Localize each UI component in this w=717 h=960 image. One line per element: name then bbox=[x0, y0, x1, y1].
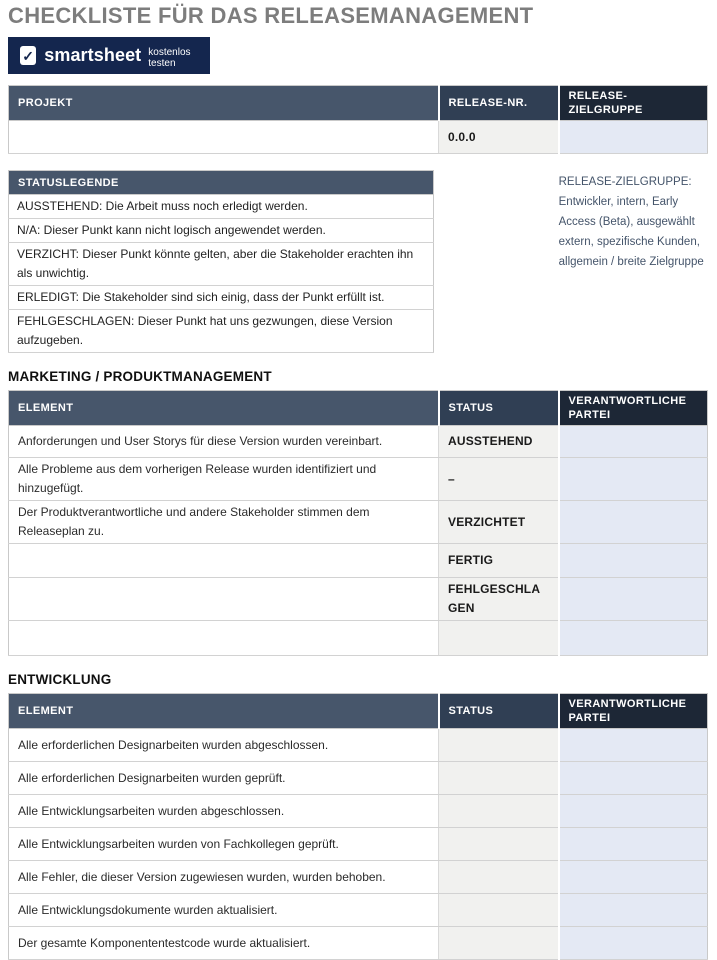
status-cell[interactable] bbox=[439, 762, 559, 795]
element-cell: Alle Entwicklungsarbeiten wurden von Fachkollegen geprüft. bbox=[9, 828, 439, 861]
table-row bbox=[9, 458, 708, 501]
legend-item: VERZICHT: Dieser Punkt könnte gelten, aber die Stakeholder erachten ihn als unwichtig. bbox=[9, 243, 434, 286]
legend-item: N/A: Dieser Punkt kann nicht logisch angewendet werden. bbox=[9, 219, 434, 243]
project-table bbox=[8, 85, 708, 154]
element-header: ELEMENT bbox=[9, 694, 439, 729]
element-cell[interactable] bbox=[9, 621, 439, 656]
status-cell[interactable]: VERZICHTET bbox=[439, 501, 559, 544]
table-row bbox=[9, 426, 708, 458]
table-row bbox=[9, 894, 708, 927]
legend-header-row bbox=[9, 171, 434, 195]
element-cell: Alle Entwicklungsdokumente wurden aktualisiert. bbox=[9, 894, 439, 927]
status-cell[interactable] bbox=[439, 729, 559, 762]
page-title: CHECKLISTE FÜR DAS RELEASEMANAGEMENT bbox=[8, 3, 534, 28]
legend-and-note-row bbox=[8, 170, 717, 353]
projekt-value-cell[interactable] bbox=[9, 121, 439, 154]
element-cell[interactable] bbox=[9, 578, 439, 621]
table-row bbox=[9, 501, 708, 544]
table-header-row bbox=[9, 694, 708, 729]
section-heading-entwicklung: ENTWICKLUNG bbox=[8, 672, 112, 687]
legend-row-ausstehend bbox=[9, 195, 434, 219]
table-row bbox=[9, 828, 708, 861]
party-cell[interactable] bbox=[559, 426, 708, 458]
table-row bbox=[9, 795, 708, 828]
element-cell: Alle Fehler, die dieser Version zugewiesen wurden, wurden behoben. bbox=[9, 861, 439, 894]
table-row bbox=[9, 861, 708, 894]
marketing-table bbox=[8, 390, 708, 656]
party-cell[interactable] bbox=[559, 927, 708, 960]
release-zielgruppe-value-cell[interactable] bbox=[559, 121, 708, 154]
element-cell: Alle Entwicklungsarbeiten wurden abgeschlossen. bbox=[9, 795, 439, 828]
statuslegende-header: STATUSLEGENDE bbox=[9, 171, 434, 195]
party-cell[interactable] bbox=[559, 621, 708, 656]
legend-row-verzicht bbox=[9, 243, 434, 286]
party-cell[interactable] bbox=[559, 828, 708, 861]
legend-row-erledigt bbox=[9, 286, 434, 310]
party-cell[interactable] bbox=[559, 578, 708, 621]
status-cell[interactable] bbox=[439, 795, 559, 828]
element-cell: Alle erforderlichen Designarbeiten wurden abgeschlossen. bbox=[9, 729, 439, 762]
legend-row-fehlgeschlagen bbox=[9, 310, 434, 353]
release-zielgruppe-header: RELEASE-ZIELGRUPPE bbox=[559, 86, 708, 121]
release-zielgruppe-note bbox=[559, 170, 717, 353]
note-text: Entwickler, intern, Early Access (Beta), ausgewählt extern, spezifische Kunden, allgemein / breite Zielgruppe bbox=[558, 196, 704, 268]
table-row bbox=[9, 729, 708, 762]
party-cell[interactable] bbox=[559, 544, 708, 578]
status-cell[interactable] bbox=[439, 894, 559, 927]
table-row bbox=[9, 544, 708, 578]
table-row bbox=[9, 927, 708, 960]
table-row bbox=[9, 621, 708, 656]
element-cell: Alle Probleme aus dem vorherigen Release wurden identifiziert und hinzugefügt. bbox=[9, 458, 439, 501]
legend-row-na bbox=[9, 219, 434, 243]
project-value-row bbox=[9, 121, 708, 154]
party-cell[interactable] bbox=[559, 795, 708, 828]
status-cell[interactable]: AUSSTEHEND bbox=[439, 426, 559, 458]
table-header-row bbox=[9, 391, 708, 426]
element-cell: Anforderungen und User Storys für diese Version wurden vereinbart. bbox=[9, 426, 439, 458]
party-cell[interactable] bbox=[559, 861, 708, 894]
legend-item: FEHLGESCHLAGEN: Dieser Punkt hat uns gezwungen, diese Version aufzugeben. bbox=[9, 310, 434, 353]
table-row bbox=[9, 762, 708, 795]
element-cell: Der Produktverantwortliche und andere Stakeholder stimmen dem Releaseplan zu. bbox=[9, 501, 439, 544]
party-cell[interactable] bbox=[559, 894, 708, 927]
smartsheet-checkmark-icon: ✓ bbox=[20, 46, 36, 65]
status-cell[interactable] bbox=[439, 927, 559, 960]
party-cell[interactable] bbox=[559, 762, 708, 795]
party-cell[interactable] bbox=[559, 729, 708, 762]
smartsheet-wordmark: smartsheet bbox=[44, 45, 142, 65]
status-cell[interactable] bbox=[439, 828, 559, 861]
element-header: ELEMENT bbox=[9, 391, 439, 426]
element-cell: Alle erforderlichen Designarbeiten wurden geprüft. bbox=[9, 762, 439, 795]
status-cell[interactable] bbox=[439, 621, 559, 656]
status-header: STATUS bbox=[439, 391, 559, 426]
party-cell[interactable] bbox=[559, 501, 708, 544]
party-cell[interactable] bbox=[559, 458, 708, 501]
party-header: VERANTWORTLICHE PARTEI bbox=[559, 694, 708, 729]
status-cell[interactable]: – bbox=[439, 458, 559, 501]
status-cell[interactable]: FERTIG bbox=[439, 544, 559, 578]
element-cell: Der gesamte Komponententestcode wurde aktualisiert. bbox=[9, 927, 439, 960]
release-nr-header: RELEASE-NR. bbox=[439, 86, 559, 121]
projekt-header: PROJEKT bbox=[9, 86, 439, 121]
status-cell[interactable] bbox=[439, 861, 559, 894]
party-header: VERANTWORTLICHE PARTEI bbox=[559, 391, 708, 426]
legend-item: ERLEDIGT: Die Stakeholder sind sich einig, dass der Punkt erfüllt ist. bbox=[9, 286, 434, 310]
banner-tagline: kostenlos testen bbox=[148, 46, 191, 69]
smartsheet-banner[interactable] bbox=[8, 37, 210, 74]
status-legend-table bbox=[8, 170, 434, 353]
status-header: STATUS bbox=[439, 694, 559, 729]
entwicklung-table bbox=[8, 693, 708, 960]
legend-item: AUSSTEHEND: Die Arbeit muss noch erledigt werden. bbox=[9, 195, 434, 219]
project-header-row bbox=[9, 86, 708, 121]
section-heading-marketing: MARKETING / PRODUKTMANAGEMENT bbox=[8, 369, 272, 384]
element-cell[interactable] bbox=[9, 544, 439, 578]
note-label: RELEASE-ZIELGRUPPE: bbox=[558, 176, 692, 188]
release-nr-value-cell[interactable]: 0.0.0 bbox=[439, 121, 559, 154]
table-row bbox=[9, 578, 708, 621]
status-cell[interactable]: FEHLGESCHLAGEN bbox=[439, 578, 559, 621]
